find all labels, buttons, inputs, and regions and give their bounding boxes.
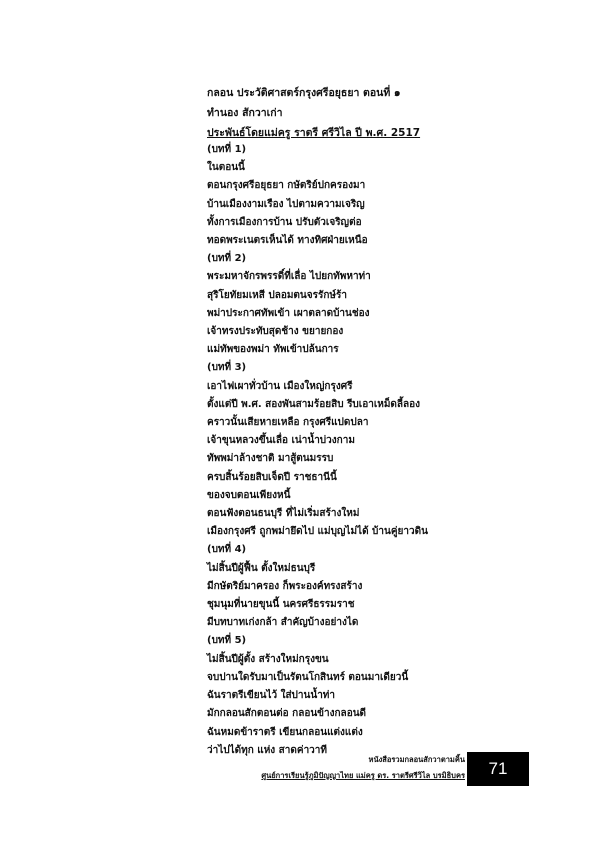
poem-author: ประพันธ์โดยแม่ครู ราตรี ศรีวิไล ปี พ.ศ. 2517 <box>207 127 421 139</box>
poem-line: ทัพพม่าล้างชาติ มาสู้ตนมรรบ <box>207 453 334 465</box>
poem-line: ไม่สิ้นปีผู้ตั้ง สร้างใหม่กรุงขน <box>207 653 329 665</box>
poem-line: (บทที่ 1) <box>207 144 247 155</box>
poem-line: ไม่สิ้นปีผู้ฟื้น ตั้งใหม่ธนบุรี <box>207 562 316 574</box>
poem-line: ฉันหมดข้าราตรี เขียนกลอนแต่งแต่ง <box>207 726 363 738</box>
poem-line: (บทที่ 3) <box>207 362 247 374</box>
poem-line: ว่าไปได้ทุก แห่ง สาดค่าวาที <box>207 744 327 756</box>
poem-line: (บทที่ 5) <box>207 635 247 647</box>
poem-line: ของจบตอนเพียงหนี้ <box>207 489 291 501</box>
poem-line: พม่าประกาศทัพเข้า เผาตลาดบ้านช่อง <box>207 307 370 319</box>
poem-line: เจ้าขุนหลวงขึ้นเลื่อ เน่าน้ำบ่วงกาม <box>207 435 355 447</box>
header-block <box>207 83 467 143</box>
poem-line: มักกลอนสักตอนต่อ กลอนข้างกลอนดี <box>207 708 367 720</box>
page-number-box <box>467 752 529 786</box>
poem-line: มีบทบาทเก่งกล้า สำคัญบ้างอย่างได <box>207 617 359 629</box>
poem-line: (บทที่ 2) <box>207 253 247 265</box>
poem-line: ฉันราตรีเขียนไว้ ใส่ปานน้ำท่า <box>207 690 336 702</box>
poem-line: จบปานใดรับมาเป็นรัตนโกสินทร์ ตอนมาเดียวนี้ <box>207 671 409 683</box>
poem-line: เมืองกรุงศรี ถูกพม่ายึดไป แม่บุญไม่ได้ บ้านคู่ยาวดิน <box>207 526 428 538</box>
poem-line: มีกษัตริย์มาครอง ก็พระองค์ทรงสร้าง <box>207 580 363 592</box>
poem-line: ตั้งแต่ปี พ.ศ. สองพันสามร้อยสิบ รีบเอาเหม็ดลี้ลอง <box>207 398 421 410</box>
poem-line: ในตอนนี้ <box>207 162 245 174</box>
poem-line: ชุมนุมที่นายขุนนี้ นครศรีธรรมราช <box>207 599 355 611</box>
poem-line: คราวนั้นเสียหายเหลือ กรุงศรีแปดปลา <box>207 417 369 429</box>
poem-line: แม่ทัพของพม่า ทัพเข้าปล้นการ <box>207 344 339 356</box>
poem-line: บ้านเมืองงามเรือง ไปตามความเจริญ <box>207 198 365 210</box>
poem-line: ตอนกรุงศรีอยุธยา กษัตริย์ปกครองมา <box>207 180 366 192</box>
poem-line: ครบสิ้นร้อยสิบเจ็ดปี ราชธานีนี้ <box>207 471 337 483</box>
poem-line: ตอนฟังตอนธนบุรี ที่ไม่เริ่มสร้างใหม่ <box>207 508 360 520</box>
poem-line: (บทที่ 4) <box>207 544 247 556</box>
poem-body <box>207 141 467 760</box>
poem-style: ทำนอง สักวาเก่า <box>207 107 283 119</box>
poem-line: พระมหาจักรพรรดิ์ที่เลื่อ ไปยกทัพหาท่า <box>207 271 371 283</box>
footer-center-name: ศูนย์การเรียนรู้ภูมิปัญญาไทย แม่ครู ดร. ราตรีศรีวิไล บรมิธิบคร <box>261 771 465 780</box>
poem-line: เอาไฟเผาทั่วบ้าน เมืองใหญ่กรุงศรี <box>207 380 353 392</box>
footer-block <box>261 752 465 784</box>
page-number: 71 <box>488 759 508 778</box>
poem-line: เจ้าทรงประทับสุดช้าง ขยายกอง <box>207 326 344 338</box>
poem-title: กลอน ประวัติศาสตร์กรุงศรีอยุธยา ตอนที่ ๑ <box>207 87 401 99</box>
poem-line: ทั้งการเมืองการบ้าน ปรับตัวเจริญต่อ <box>207 216 362 228</box>
poem-line: ทอดพระเนตรเห็นได้ ทางทิศฝ่ายเหนือ <box>207 235 368 247</box>
footer-book-title: หนังสือรวมกลอนสักวาตามคิ้น <box>368 755 465 764</box>
poem-line: สุริโยทัยมเหสี ปลอมตนจรรักษ์ร้า <box>207 289 347 301</box>
